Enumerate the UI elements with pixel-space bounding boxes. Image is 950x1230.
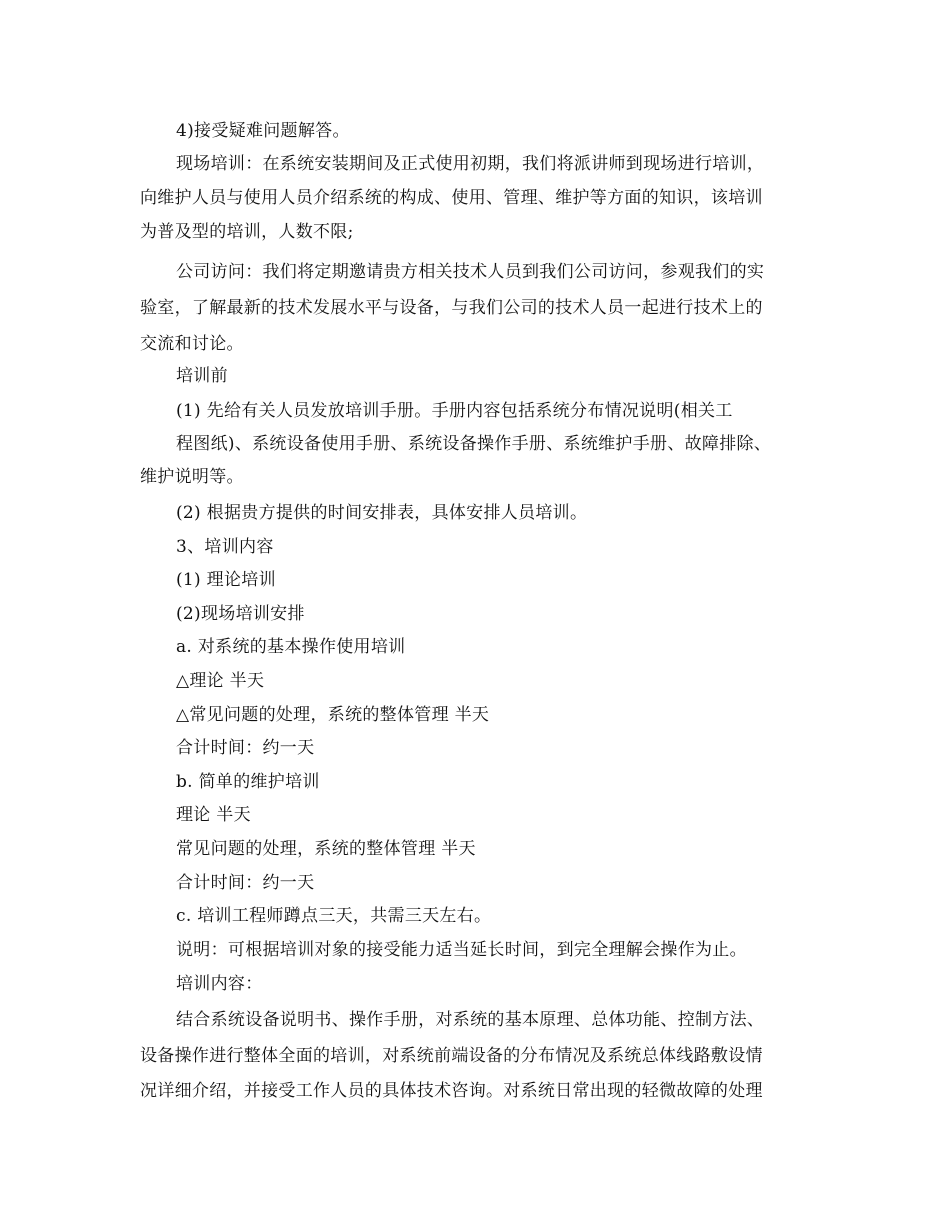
text-line: 说明：可根据培训对象的接受能力适当延长时间，到完全理解会操作为止。 [176, 940, 747, 960]
text-line: 公司访问：我们将定期邀请贵方相关技术人员到我们公司访问，参观我们的实 [176, 262, 765, 282]
text-line: a. 对系统的基本操作使用培训 [176, 637, 406, 657]
text-line: 合计时间：约一天 [176, 738, 315, 758]
text-line: (1) 先给有关人员发放培训手册。手册内容包括系统分布情况说明(相关工 [176, 401, 733, 421]
text-line: (1) 理论培训 [176, 570, 276, 590]
text-line: 况详细介绍，并接受工作人员的具体技术咨询。对系统日常出现的轻微故障的处理 [140, 1081, 763, 1101]
text-line: 常见问题的处理，系统的整体管理 半天 [176, 839, 476, 859]
text-line: 交流和讨论。 [140, 334, 244, 354]
text-line: 培训前 [176, 366, 228, 386]
text-line: 结合系统设备说明书、操作手册，对系统的基本原理、总体功能、控制方法、 [176, 1010, 765, 1030]
text-line: 为普及型的培训，人数不限; [140, 222, 354, 242]
text-line: (2)现场培训安排 [176, 604, 305, 624]
text-line: c. 培训工程师蹲点三天，共需三天左右。 [176, 906, 492, 926]
text-line: 3、培训内容 [176, 537, 274, 557]
text-line: 设备操作进行整体全面的培训，对系统前端设备的分布情况及系统总体线路敷设情 [140, 1046, 763, 1066]
text-line: 理论 半天 [176, 805, 251, 825]
text-line: 验室，了解最新的技术发展水平与设备，与我们公司的技术人员一起进行技术上的 [140, 298, 763, 318]
text-line: (2) 根据贵方提供的时间安排表，具体安排人员培训。 [176, 503, 588, 523]
text-line: 向维护人员与使用人员介绍系统的构成、使用、管理、维护等方面的知识，该培训 [140, 188, 763, 208]
text-line: 程图纸)、系统设备使用手册、系统设备操作手册、系统维护手册、故障排除、 [176, 434, 772, 454]
text-line: 现场培训：在系统安装期间及正式使用初期，我们将派讲师到现场进行培训， [176, 154, 765, 174]
text-line: 4)接受疑难问题解答。 [176, 121, 350, 141]
text-line: b. 简单的维护培训 [176, 772, 320, 792]
text-line: △常见问题的处理，系统的整体管理 半天 [176, 705, 490, 725]
text-line: △理论 半天 [176, 671, 265, 691]
text-line: 合计时间：约一天 [176, 873, 315, 893]
text-line: 维护说明等。 [140, 467, 244, 487]
text-line: 培训内容： [176, 974, 263, 994]
